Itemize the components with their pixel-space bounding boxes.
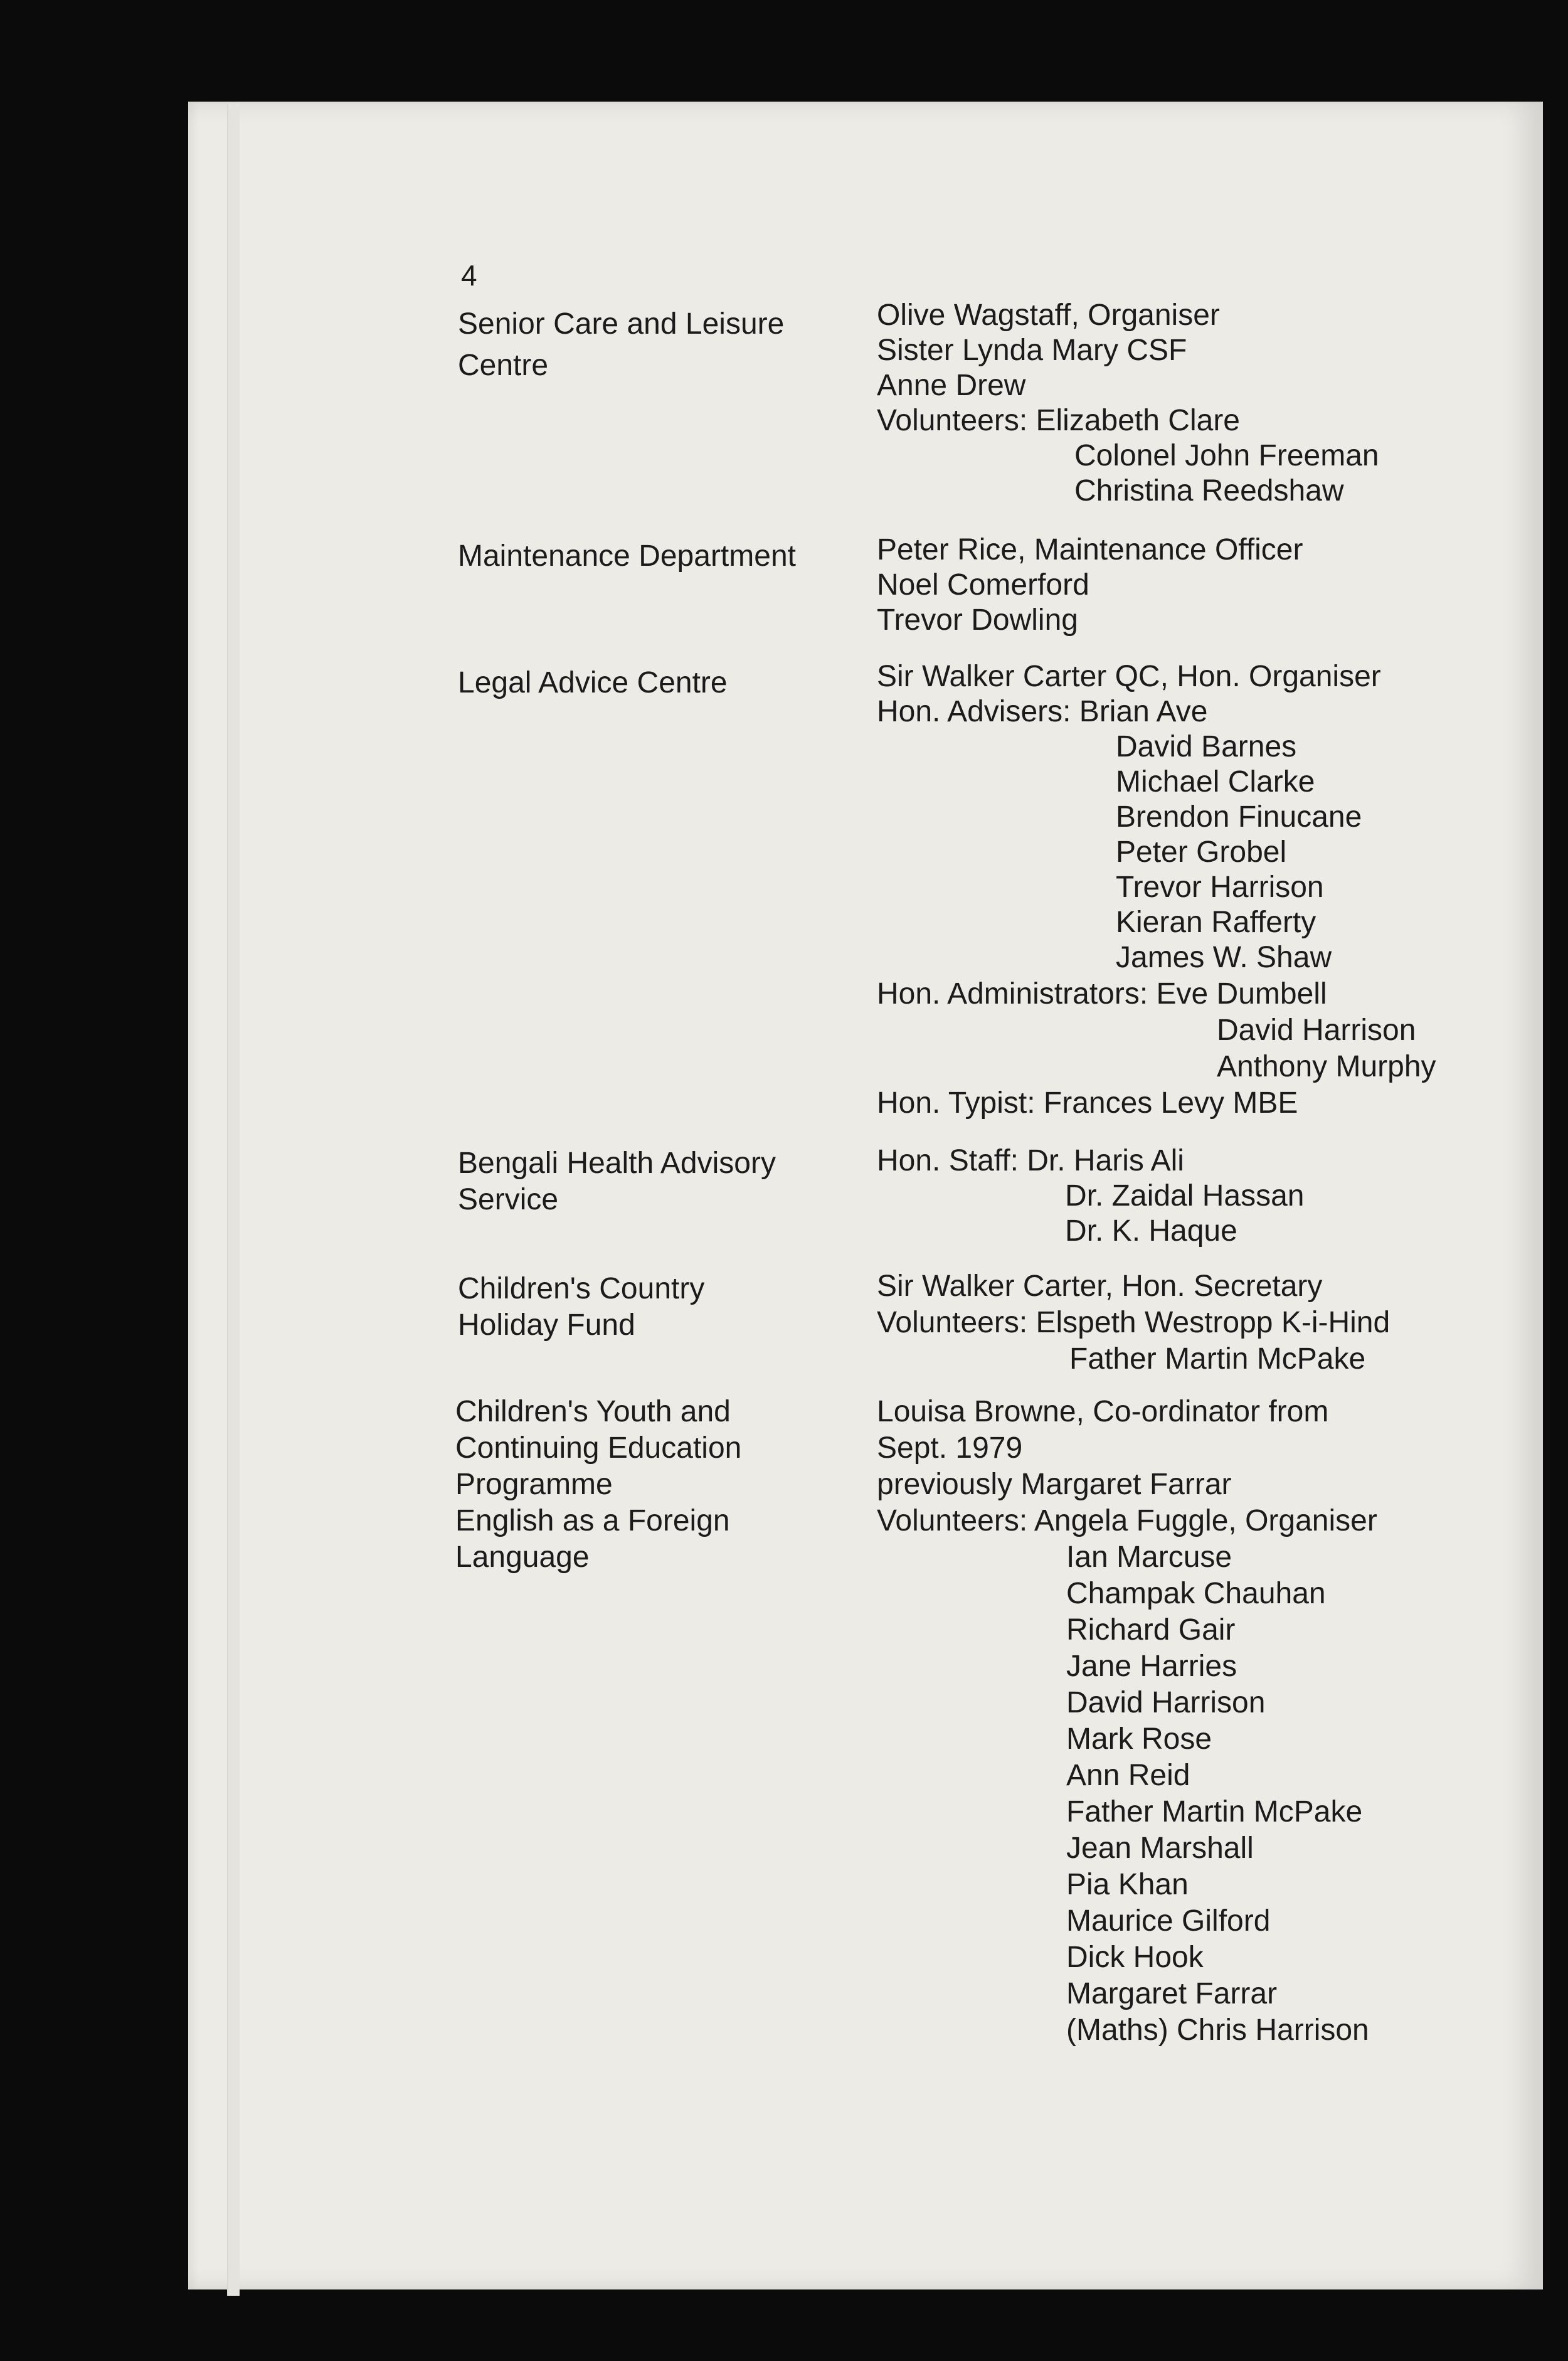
section-heading: Children's Country — [458, 1272, 705, 1305]
entry-line: Dr. Zaidal Hassan — [1065, 1179, 1305, 1212]
entry-line: David Harrison — [1217, 1014, 1416, 1047]
section-heading: Maintenance Department — [458, 539, 796, 573]
entry-line: Trevor Harrison — [1116, 871, 1324, 904]
entry-line: Champak Chauhan — [1066, 1577, 1326, 1610]
entry-line: Kieran Rafferty — [1116, 906, 1316, 939]
section-heading: Bengali Health Advisory — [458, 1147, 776, 1180]
entry-line: Volunteers: Angela Fuggle, Organiser — [877, 1504, 1377, 1537]
entry-line: Sister Lynda Mary CSF — [877, 334, 1187, 367]
entry-line: Jane Harries — [1066, 1650, 1237, 1683]
entry-line: Father Martin McPake — [1066, 1795, 1363, 1828]
entry-line: Dr. K. Haque — [1065, 1214, 1237, 1248]
entry-line: Noel Comerford — [877, 568, 1089, 602]
entry-line: Ann Reid — [1066, 1759, 1190, 1792]
entry-line: David Barnes — [1116, 730, 1297, 763]
entry-line: Sir Walker Carter QC, Hon. Organiser — [877, 660, 1381, 693]
page-edge — [227, 103, 240, 2296]
entry-line: Hon. Administrators: Eve Dumbell — [877, 977, 1327, 1011]
entry-line: Brendon Finucane — [1116, 800, 1362, 834]
entry-line: Michael Clarke — [1116, 765, 1315, 798]
section-heading: English as a Foreign — [455, 1504, 730, 1537]
section-heading: Language — [455, 1541, 590, 1574]
document-page — [188, 102, 1543, 2289]
entry-line: Hon. Staff: Dr. Haris Ali — [877, 1144, 1184, 1177]
entry-line: Anne Drew — [877, 369, 1026, 402]
section-heading: Programme — [455, 1468, 613, 1501]
entry-line: Hon. Advisers: Brian Ave — [877, 695, 1208, 728]
entry-line: Christina Reedshaw — [1074, 474, 1344, 507]
section-heading: Continuing Education — [455, 1431, 742, 1465]
entry-line: Peter Grobel — [1116, 836, 1287, 869]
section-heading: Senior Care and Leisure — [458, 307, 785, 341]
entry-line: Ian Marcuse — [1066, 1541, 1232, 1574]
entry-line: (Maths) Chris Harrison — [1066, 2013, 1369, 2047]
entry-line: Mark Rose — [1066, 1722, 1212, 1756]
section-heading: Children's Youth and — [455, 1395, 731, 1428]
entry-line: Richard Gair — [1066, 1613, 1236, 1647]
section-heading: Centre — [458, 349, 549, 382]
entry-line: Maurice Gilford — [1066, 1904, 1271, 1938]
entry-line: Hon. Typist: Frances Levy MBE — [877, 1086, 1298, 1120]
entry-line: Peter Rice, Maintenance Officer — [877, 533, 1303, 566]
entry-line: Olive Wagstaff, Organiser — [877, 299, 1220, 332]
section-heading: Holiday Fund — [458, 1308, 635, 1342]
entry-line: Pia Khan — [1066, 1868, 1189, 1901]
section-heading: Legal Advice Centre — [458, 666, 728, 699]
entry-line: Volunteers: Elspeth Westropp K-i-Hind — [877, 1306, 1391, 1339]
entry-line: Sir Walker Carter, Hon. Secretary — [877, 1270, 1323, 1303]
entry-line: James W. Shaw — [1116, 941, 1332, 974]
entry-line: Dick Hook — [1066, 1941, 1204, 1974]
entry-line: previously Margaret Farrar — [877, 1468, 1232, 1501]
entry-line: Colonel John Freeman — [1074, 439, 1379, 472]
entry-line: Volunteers: Elizabeth Clare — [877, 404, 1240, 437]
entry-line: Louisa Browne, Co-ordinator from — [877, 1395, 1329, 1428]
entry-line: David Harrison — [1066, 1686, 1266, 1719]
entry-line: Father Martin McPake — [1069, 1342, 1366, 1376]
entry-line: Trevor Dowling — [877, 603, 1078, 637]
section-heading: Service — [458, 1183, 559, 1216]
entry-line: Margaret Farrar — [1066, 1977, 1278, 2010]
page-number: 4 — [461, 259, 477, 292]
entry-line: Sept. 1979 — [877, 1431, 1023, 1465]
entry-line: Jean Marshall — [1066, 1832, 1254, 1865]
entry-line: Anthony Murphy — [1217, 1050, 1436, 1083]
